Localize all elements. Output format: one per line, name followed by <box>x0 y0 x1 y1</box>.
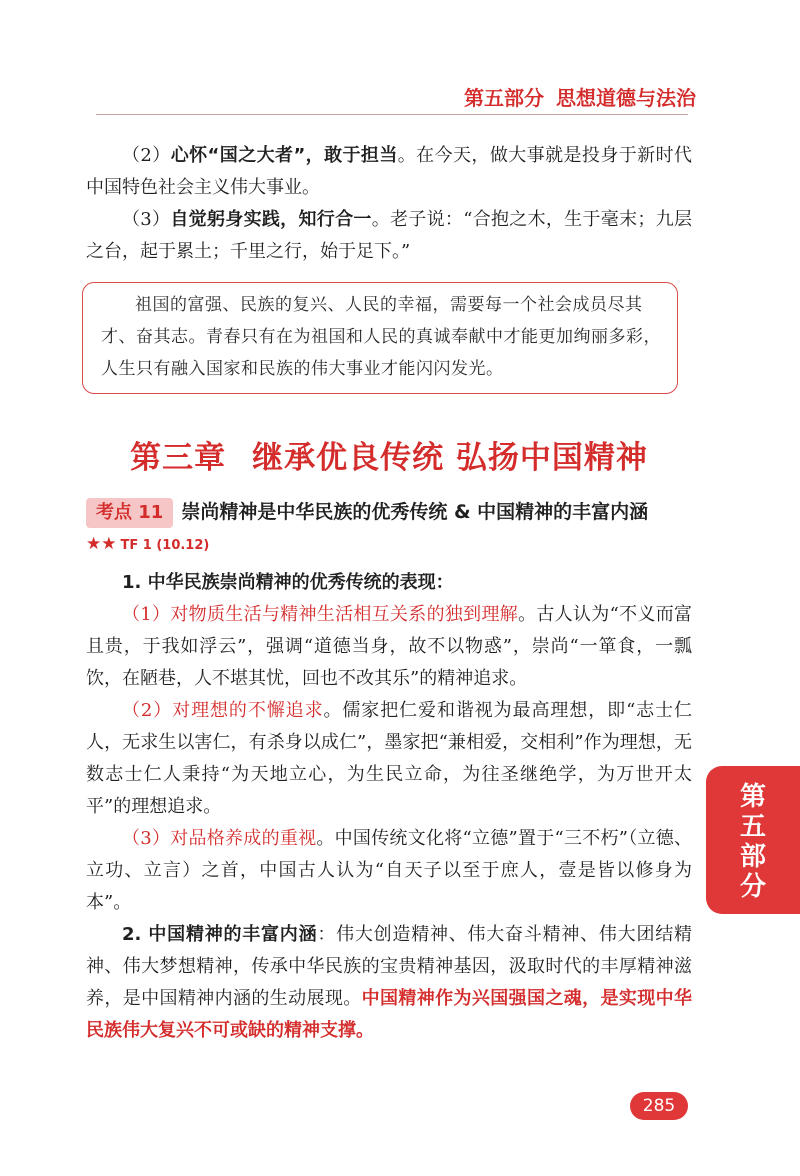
page-number: 285 <box>630 1092 688 1120</box>
section-1-item-2: （2）对理想的不懈追求。儒家把仁爱和谐视为最高理想，即“志士仁人，无求生以害仁，有杀身以成仁”，墨家把“兼相爱，交相利”作为理想，无数志士仁人秉持“为天地立心，为生民立命，为往圣继绝学，为万世开太平”的理想追求。 <box>86 700 693 817</box>
chapter-name: 继承优良传统 弘扬中国精神 <box>252 440 648 476</box>
kaodian-heading <box>86 497 692 561</box>
header-rule <box>96 114 688 115</box>
kaodian-badge: 考点 11 <box>86 498 173 528</box>
item-lead: 自觉躬身实践，知行合一 <box>170 209 372 230</box>
item-number: （3） <box>122 209 171 230</box>
note-box: 祖国的富强、民族的复兴、人民的幸福，需要每一个社会成员尽其才、奋其志。青春只有在为祖国和人民的真诚奉献中才能更加绚丽多彩，人生只有融入国家和民族的伟大事业才能闪闪发光。 <box>82 282 678 394</box>
item-text: 。老子说：“合抱之木，生于毫末；九层之台，起于累土；千里之行，始于足下。” <box>86 209 693 262</box>
running-header <box>96 82 696 116</box>
section-2: 2. 中国精神的丰富内涵：伟大创造精神、伟大奋斗精神、伟大团结精神、伟大梦想精神，传承中华民族的宝贵精神基因，汲取时代的丰厚精神滋养，是中国精神内涵的生动展现。中国精神作为兴国强国之魂，是实现中华民族伟大复兴不可或缺的精神支撑。 <box>86 924 692 1041</box>
section-1-item-1: （1）对物质生活与精神生活相互关系的独到理解。古人认为“不义而富且贵，于我如浮云”，强调“道德当身，故不以物惑”，崇尚“一箪食，一瓢饮，在陋巷，人不堪其忧，回也不改其乐”的精神追求。 <box>86 604 693 689</box>
star-rating: ★★ <box>86 534 117 554</box>
section-1-item-3: （3）对品格养成的重视。中国传统文化将“立德”置于“三不朽”（立德、立功、立言）之首，中国古人认为“自天子以至于庶人，壹是皆以修身为本”。 <box>86 828 693 913</box>
chapter-number: 第三章 <box>130 440 227 476</box>
section-2-highlight: 中国精神作为兴国强国之魂，是实现中华民族伟大复兴不可或缺的精神支撑。 <box>86 988 692 1041</box>
kaodian-title: 崇尚精神是中华民族的优秀传统 & 中国精神的丰富内涵 <box>181 501 649 523</box>
section-1-heading: 1. 中华民族崇尚精神的优秀传统的表现： <box>122 572 454 593</box>
paragraph-2 <box>86 140 692 204</box>
part-side-tab <box>706 766 800 914</box>
header-part: 第五部分 <box>464 86 544 110</box>
page-content <box>86 140 692 1047</box>
header-title: 思想道德与法治 <box>556 86 696 110</box>
item-lead: 心怀“国之大者”，敢于担当 <box>170 145 398 166</box>
item-text: 。在今天，做大事就是投身于新时代中国特色社会主义伟大事业。 <box>86 145 692 198</box>
item-number: （2） <box>122 145 171 166</box>
paragraph-3 <box>86 204 692 268</box>
chapter-title <box>86 432 692 477</box>
side-tab-label: 第 五 部 分 <box>739 782 766 902</box>
exam-frequency: TF 1 (10.12) <box>120 538 210 553</box>
